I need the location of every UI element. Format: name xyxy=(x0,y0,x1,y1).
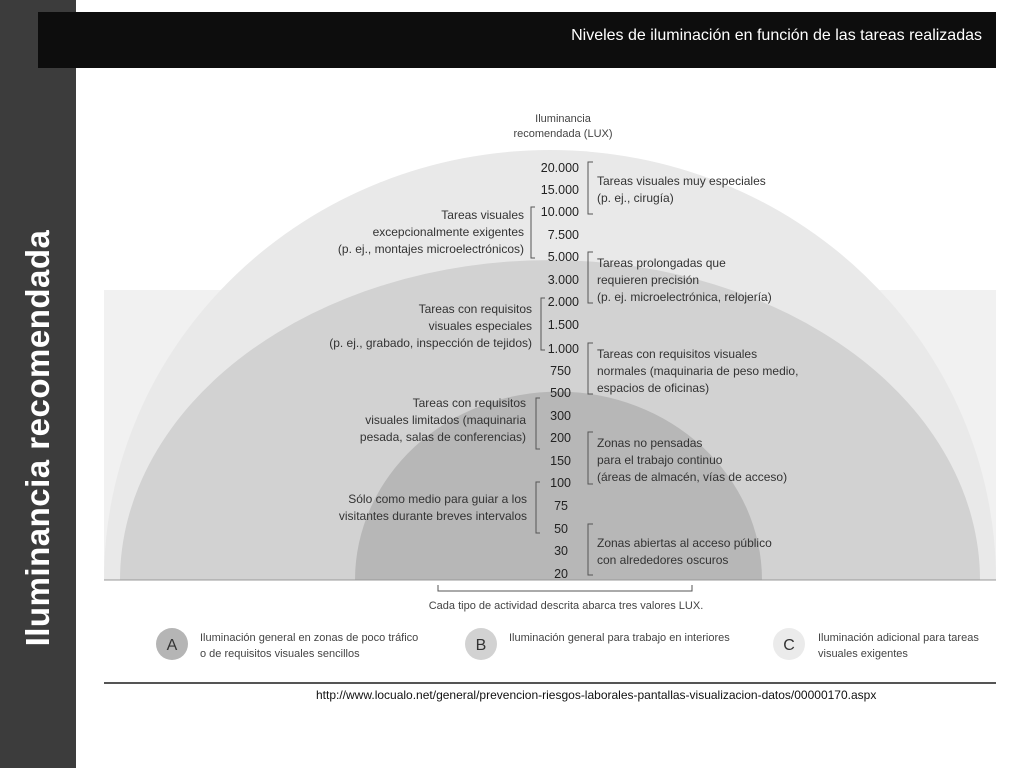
right-group-4-line-3: (áreas de almacén, vías de acceso) xyxy=(597,470,788,484)
left-group-2-line-3: (p. ej., grabado, inspección de tejidos) xyxy=(329,336,532,350)
left-group-1-line-2: excepcionalmente exigentes xyxy=(372,225,524,239)
slide-side-title: Iluminancia recomendada xyxy=(19,229,56,647)
right-group-5-line-1: Zonas abiertas al acceso público xyxy=(597,536,772,550)
left-group-3-line-3: pesada, salas de conferencias) xyxy=(359,430,526,444)
lux-value: 50 xyxy=(554,522,568,536)
right-group-2-line-3: (p. ej. microelectrónica, relojería) xyxy=(597,290,772,304)
left-group-2-line-1: Tareas con requisitos xyxy=(418,302,532,316)
right-group-2-line-2: requieren precisión xyxy=(597,273,700,287)
lux-value: 15.000 xyxy=(540,183,579,197)
lux-value: 5.000 xyxy=(547,250,579,264)
right-group-2-line-1: Tareas prolongadas que xyxy=(597,256,726,270)
caption: Cada tipo de actividad descrita abarca tres valores LUX. xyxy=(428,600,704,612)
lux-value: 30 xyxy=(554,544,568,558)
left-group-3-line-2: visuales limitados (maquinaria xyxy=(365,413,526,427)
right-group-3-line-2: normales (maquinaria de peso medio, xyxy=(597,364,799,378)
lux-value: 7.500 xyxy=(547,228,579,242)
right-group-3-line-1: Tareas con requisitos visuales xyxy=(597,347,758,361)
lux-value: 20.000 xyxy=(540,161,579,175)
right-group-3-line-3: espacios de oficinas) xyxy=(597,381,710,395)
axis-title-line-2: recomendada (LUX) xyxy=(513,128,613,140)
lux-value: 750 xyxy=(550,364,571,378)
legend-c-line-1: Iluminación adicional para tareas xyxy=(818,632,979,644)
left-group-1-line-1: Tareas visuales xyxy=(441,208,524,222)
lux-value: 500 xyxy=(550,386,571,400)
left-group-2-line-2: visuales especiales xyxy=(428,319,532,333)
legend-b-line-1: Iluminación general para trabajo en interiores xyxy=(509,632,730,644)
source-url: http://www.locualo.net/general/prevencion-riesgos-laborales-pantallas-visualizacion-datos/00000170.aspx xyxy=(316,688,877,702)
lux-value: 300 xyxy=(550,409,571,423)
legend-a-line-1: Iluminación general en zonas de poco tráfico xyxy=(200,632,419,644)
legend-b-letter: B xyxy=(475,637,487,654)
lux-value: 2.000 xyxy=(547,295,579,309)
lux-value: 1.500 xyxy=(547,318,579,332)
lux-value: 10.000 xyxy=(540,205,579,219)
lux-value: 150 xyxy=(550,454,571,468)
right-group-4-line-2: para el trabajo continuo xyxy=(597,453,723,467)
left-group-4-line-1: Sólo como medio para guiar a los xyxy=(348,492,527,506)
lux-value: 20 xyxy=(554,567,568,581)
left-group-3-line-1: Tareas con requisitos xyxy=(412,396,526,410)
caption-bracket xyxy=(438,585,692,591)
lux-value: 100 xyxy=(550,476,571,490)
legend-c-line-2: visuales exigentes xyxy=(818,648,908,660)
legend-c-letter: C xyxy=(783,637,795,654)
right-group-5-line-2: con alrededores oscuros xyxy=(597,553,729,567)
lux-value: 1.000 xyxy=(547,342,579,356)
lux-value: 200 xyxy=(550,431,571,445)
slide-title: Niveles de iluminación en función de las tareas realizadas xyxy=(571,27,982,44)
right-group-1-line-1: Tareas visuales muy especiales xyxy=(597,174,766,188)
left-group-4-line-2: visitantes durante breves intervalos xyxy=(338,509,527,523)
right-group-4-line-1: Zonas no pensadas xyxy=(597,436,703,450)
axis-title-line-1: Iluminancia xyxy=(535,113,591,125)
left-group-1-line-3: (p. ej., montajes microelectrónicos) xyxy=(337,242,524,256)
lux-value: 75 xyxy=(554,499,568,513)
lux-value: 3.000 xyxy=(547,273,579,287)
right-group-1-line-2: (p. ej., cirugía) xyxy=(597,191,674,205)
legend-a-line-2: o de requisitos visuales sencillos xyxy=(200,648,360,660)
legend-a-letter: A xyxy=(166,637,178,654)
